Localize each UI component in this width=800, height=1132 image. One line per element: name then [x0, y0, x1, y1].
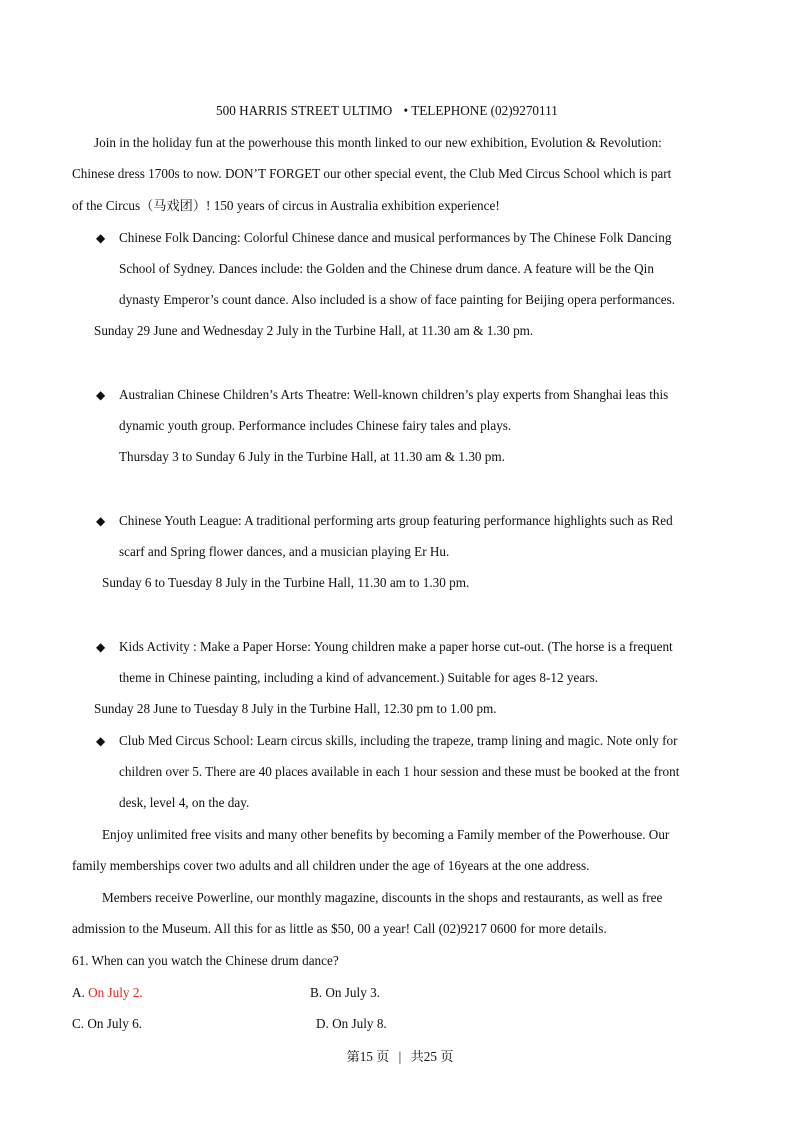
header-address: 500 HARRIS STREET ULTIMO	[216, 103, 393, 118]
question-text: 61. When can you watch the Chinese drum dance?	[72, 953, 339, 968]
option-a-letter: A.	[72, 985, 89, 1000]
option-a-text: On July 2.	[88, 985, 143, 1000]
intro-line-2: Chinese dress 1700s to now. DON’T FORGET our other special event, the Club Med Circus School which is part	[72, 166, 672, 181]
bullet-icon: ◆	[96, 514, 106, 528]
event-2-line-1: Australian Chinese Children’s Arts Theatre: Well-known children’s play experts from Shanghai leas this	[119, 387, 669, 402]
event-1-line-2: School of Sydney. Dances include: the Golden and the Chinese drum dance. A feature will be the Qin	[119, 261, 654, 276]
event-1-line-3: dynasty Emperor’s count dance. Also included is a show of face painting for Beijing opera performances.	[119, 292, 676, 307]
event-2-line-2: dynamic youth group. Performance includes Chinese fairy tales and plays.	[119, 418, 512, 433]
members-line-2: admission to the Museum. All this for as little as $50, 00 a year! Call (02)9217 0600 for more details.	[72, 921, 607, 936]
option-a[interactable]	[72, 985, 143, 1001]
intro-line-1: Join in the holiday fun at the powerhouse this month linked to our new exhibition, Evolution & Revolution:	[94, 135, 662, 150]
header-line	[216, 103, 558, 119]
event-1-time: Sunday 29 June and Wednesday 2 July in the Turbine Hall, at 11.30 am & 1.30 pm.	[94, 323, 534, 338]
event-3-time: Sunday 6 to Tuesday 8 July in the Turbine Hall, 11.30 am to 1.30 pm.	[102, 575, 470, 590]
membership-line-2: family memberships cover two adults and all children under the age of 16years at the one address.	[72, 858, 590, 873]
event-5-line-2: children over 5. There are 40 places available in each 1 hour session and these must be booked at the front	[119, 764, 680, 779]
members-line-1: Members receive Powerline, our monthly magazine, discounts in the shops and restaurants, as well as free	[102, 890, 663, 905]
option-d-letter: D.	[316, 1016, 333, 1031]
event-5-line-3: desk, level 4, on the day.	[119, 795, 250, 810]
event-5-line-1: Club Med Circus School: Learn circus skills, including the trapeze, tramp lining and magic. Note only for	[119, 733, 678, 748]
bullet-icon: ◆	[96, 388, 106, 402]
event-3-line-1: Chinese Youth League: A traditional performing arts group featuring performance highlights such as Red	[119, 513, 673, 528]
page-footer	[0, 1049, 800, 1065]
footer-total: 共25 页	[410, 1049, 454, 1064]
option-b[interactable]	[310, 985, 380, 1001]
option-b-text: On July 3.	[325, 985, 380, 1000]
option-b-letter: B.	[310, 985, 326, 1000]
event-4-time: Sunday 28 June to Tuesday 8 July in the Turbine Hall, 12.30 pm to 1.00 pm.	[94, 701, 497, 716]
option-c-letter: C.	[72, 1016, 88, 1031]
bullet-icon: ◆	[96, 734, 106, 748]
option-d[interactable]	[316, 1016, 387, 1032]
bullet-icon: ◆	[96, 231, 106, 245]
event-4-line-2: theme in Chinese painting, including a kind of advancement.) Suitable for ages 8-12 years.	[119, 670, 599, 685]
event-2-time: Thursday 3 to Sunday 6 July in the Turbine Hall, at 11.30 am & 1.30 pm.	[119, 449, 505, 464]
event-4-line-1: Kids Activity : Make a Paper Horse: Young children make a paper horse cut-out. (The horse is a frequent	[119, 639, 673, 654]
footer-page: 第15 页	[346, 1049, 390, 1064]
footer-separator: |	[398, 1049, 402, 1064]
intro-line-3: of the Circus（马戏团）! 150 years of circus in Australia exhibition experience!	[72, 198, 500, 213]
event-1-line-1: Chinese Folk Dancing: Colorful Chinese dance and musical performances by The Chinese Folk Dancing	[119, 230, 672, 245]
option-c[interactable]	[72, 1016, 142, 1032]
option-d-text: On July 8.	[332, 1016, 387, 1031]
bullet-icon: ◆	[96, 640, 106, 654]
header-telephone: • TELEPHONE (02)9270111	[403, 103, 558, 118]
option-c-text: On July 6.	[87, 1016, 142, 1031]
event-3-line-2: scarf and Spring flower dances, and a musician playing Er Hu.	[119, 544, 450, 559]
membership-line-1: Enjoy unlimited free visits and many other benefits by becoming a Family member of the Powerhouse. Our	[102, 827, 670, 842]
